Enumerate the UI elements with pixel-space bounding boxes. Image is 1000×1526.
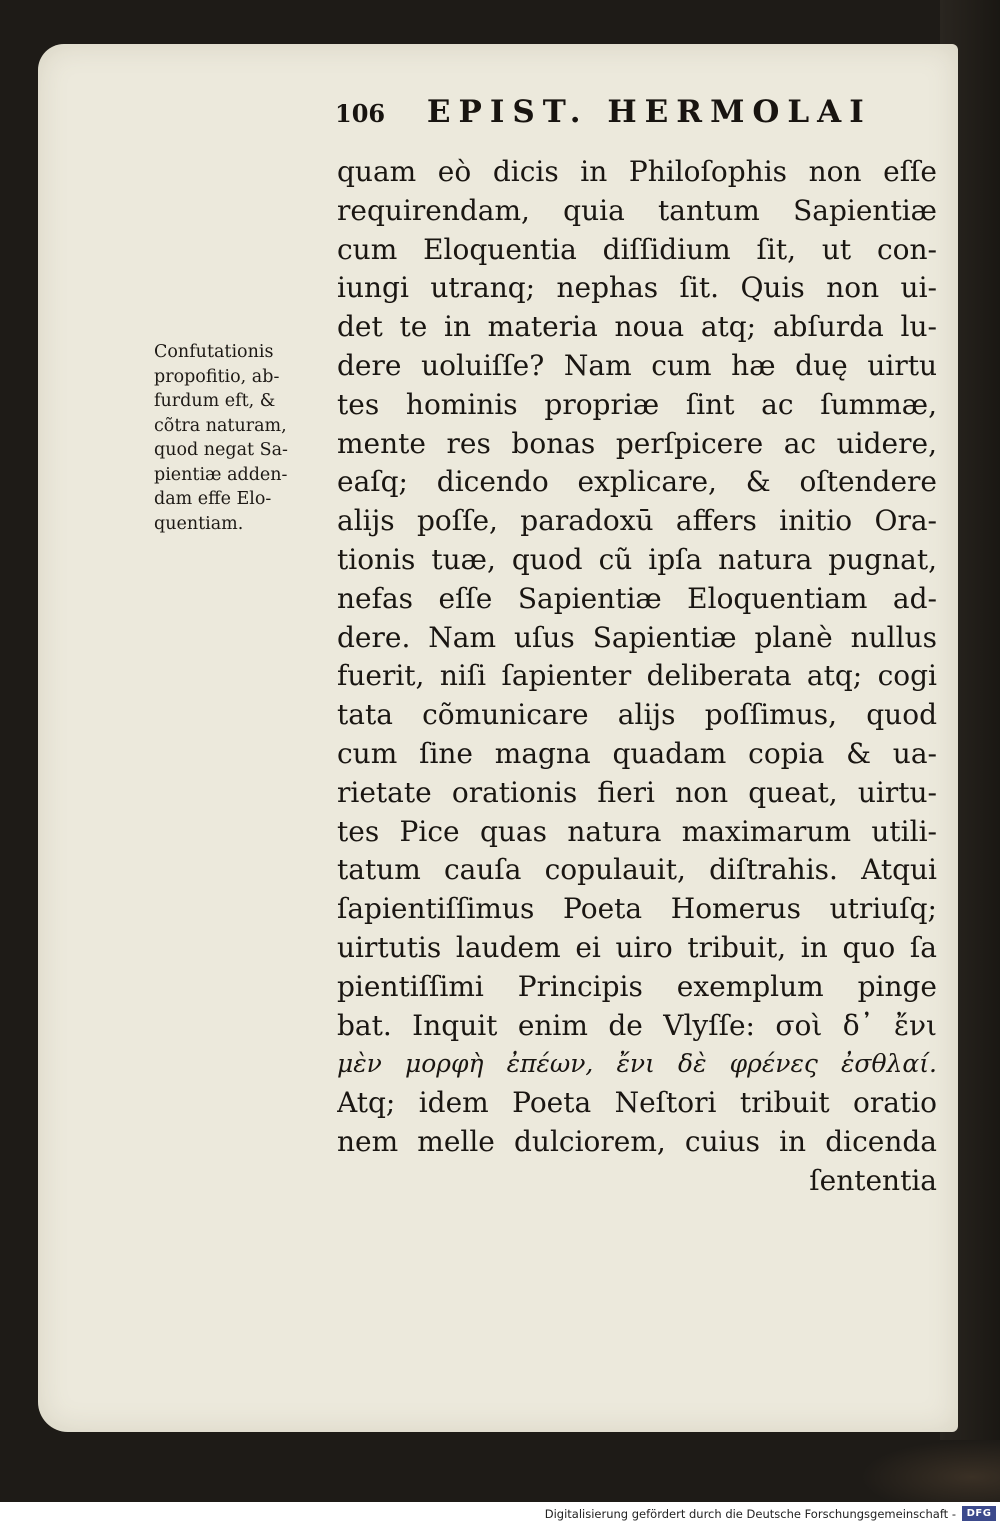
digitization-credit: Digitalisierung gefördert durch die Deutsche Forschungsgemeinschaft - [544,1507,956,1521]
text-line: mente res bonas perſpicere ac uidere, [337,426,937,460]
marginal-note-line: quentiam. [154,513,244,534]
footer-bar [0,1502,1000,1526]
text-line: nem melle dulciorem, cuius in dicenda [337,1124,937,1158]
text-line: det te in materia noua atq; abſurda lu- [337,310,937,344]
text-line: pientiſſimi Principis exemplum pinge [337,969,937,1003]
text-line: nefas eſſe Sapientiæ Eloquentiam ad- [337,581,937,615]
text-line: dere uoluiſſe? Nam cum hæ duę uirtu [337,348,937,382]
marginal-note-line: Confutationis [154,342,274,362]
dfg-logo-icon: DFG [962,1506,996,1521]
page-header [335,94,925,134]
text-line: ſapientiſſimus Poeta Homerus utriuſq; [337,892,937,926]
text-line: quam eò dicis in Philoſophis non eſſe [337,155,937,188]
text-line: tatum cauſa copulauit, diſtrahis. Atqui [337,853,937,887]
text-line: uirtutis laudem ei uiro tribuit, in quo ſa [337,930,937,964]
text-line: rietate orationis fieri non queat, uirtu- [337,775,937,809]
text-line: dere. Nam uſus Sapientiæ planè nullus [337,620,937,654]
marginal-note-line: cõtra naturam, [154,415,287,436]
marginal-note [154,340,324,536]
page-number: 106 [335,99,386,128]
text-line: cum Eloquentia diſſidium ſit, ut con- [337,232,937,266]
text-line: tes Pice quas natura maximarum utili- [337,814,937,848]
greek-quotation-line: μὲν μορφὴ ἐπέων, ἔνι δὲ φρένες ἐσθλαί. [337,1049,937,1079]
marginal-note-line: furdum eft, & [154,391,276,411]
text-line: iungi utranq; nephas ſit. Quis non ui- [337,271,937,305]
catchword: ſententia [809,1163,937,1197]
marginal-note-line: propofitio, ab- [154,366,280,387]
text-line: cum ſine magna quadam copia & ua- [337,736,937,770]
text-line: Atq; idem Poeta Neſtori tribuit oratio [337,1086,937,1120]
marginal-note-line: quod negat Sa- [154,440,288,460]
text-line: eaſq; dicendo explicare, & oſtendere [337,465,937,499]
text-line: requirendam, quia tantum Sapientiæ [337,193,937,227]
marginal-note-line: dam effe Elo- [154,489,272,509]
running-title: EPIST. HERMOLAI [426,94,872,130]
corner-shadow [860,1440,1000,1502]
text-line: tes hominis propriæ ſint ac ſummæ, [337,387,937,421]
text-line: tata cõmunicare alijs poſſimus, quod [337,698,937,732]
marginal-note-line: pientiæ adden- [154,464,288,485]
text-line: alijs poſſe, paradoxū affers initio Ora- [337,504,937,538]
text-line: bat. Inquit enim de Vlyſſe: σοὶ δ᾽ ἔνι [337,1008,937,1042]
text-line: fuerit, niſi ſapienter deliberata atq; cogi [337,659,937,693]
text-line: tionis tuæ, quod cũ ipſa natura pugnat, [337,542,937,576]
body-text [337,153,937,1201]
